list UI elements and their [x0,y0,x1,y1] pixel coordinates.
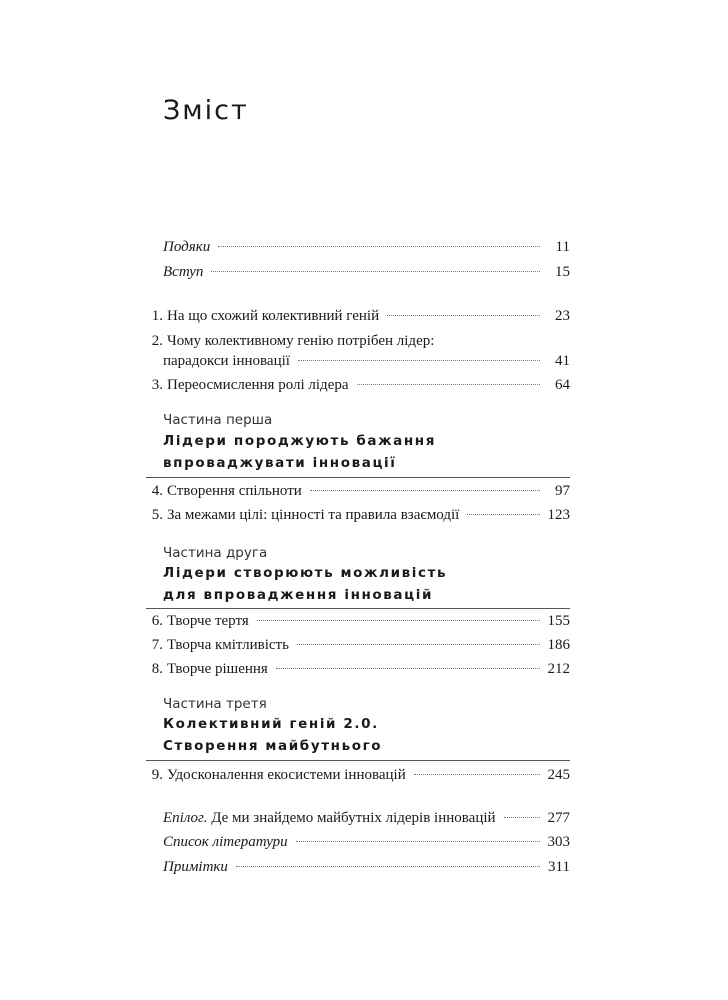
toc-entry-chapter-4[interactable] [146,481,570,501]
dot-leader [357,384,540,385]
chapter-number: 2. [151,333,163,349]
epilogue-label-italic: Епілог. [163,810,208,826]
part-label: Частина перша [163,412,273,428]
toc-entry-label: Переосмислення ролі лідера [167,377,349,393]
dot-leader [504,817,540,818]
toc-entry-label: Подяки [163,239,211,255]
chapter-number: 9. [151,767,163,783]
toc-entry-page: 15 [555,264,570,280]
toc-entry-label [163,808,496,828]
chapter-number: 8. [151,661,163,677]
dot-leader [467,514,540,515]
toc-entry-label: Список літератури [163,834,288,850]
chapter-number: 5. [151,507,163,523]
toc-entry-page: 245 [547,767,570,783]
toc-entry-bibliography[interactable] [146,832,570,852]
toc-entry-page: 11 [555,239,570,255]
part-divider [146,608,570,609]
dot-leader [257,620,540,621]
toc-entry-page: 303 [547,834,570,850]
part-title-line1: Лідери породжують бажання [163,433,436,449]
chapter-number: 3. [151,377,163,393]
part-title-line1: Колективний геній 2.0. [163,716,379,732]
toc-entry-page: 123 [547,507,570,523]
toc-entry-chapter-6[interactable] [146,611,570,631]
toc-entry-acknowledgements[interactable] [146,237,570,257]
toc-entry-label: Вступ [163,264,204,280]
toc-entry-epilogue[interactable] [146,808,570,828]
toc-entry-page: 23 [555,308,570,324]
dot-leader [414,774,540,775]
toc-entry-label: Створення спільноти [167,483,302,499]
dot-leader [296,841,540,842]
toc-entry-chapter-3[interactable] [146,375,570,395]
toc-entry-page: 41 [555,353,570,369]
part-title-line2: для впровадження інновацій [163,587,434,603]
toc-entry-page: 212 [547,661,570,677]
toc-entry-label: Творче тертя [167,613,249,629]
toc-entry-label: За межами цілі: цінності та правила взаємодії [167,507,460,523]
toc-entry-notes[interactable] [146,857,570,877]
part-label: Частина друга [163,545,268,561]
toc-entry-introduction[interactable] [146,262,570,282]
chapter-number: 4. [151,483,163,499]
dot-leader [297,644,540,645]
toc-entry-chapter-1[interactable] [146,306,570,326]
part-divider [146,477,570,478]
toc-entry-page: 155 [547,613,570,629]
dot-leader [218,246,540,247]
toc-entry-page: 97 [555,483,570,499]
chapter-number: 6. [151,613,163,629]
part-label: Частина третя [163,696,267,712]
toc-entry-chapter-2-line1[interactable] [146,331,570,351]
chapter-number: 1. [151,308,163,324]
toc-entry-label: Удосконалення екосистеми інновацій [167,767,406,783]
toc-entry-page: 186 [547,637,570,653]
toc-entry-label: Творче рішення [167,661,268,677]
toc-title: Зміст [163,95,249,126]
dot-leader [236,866,540,867]
part-title-line2: Створення майбутнього [163,738,383,754]
chapter-number: 7. [151,637,163,653]
toc-entry-label: Творча кмітливість [167,637,289,653]
dot-leader [298,360,540,361]
dot-leader [387,315,540,316]
toc-entry-chapter-2-line2[interactable] [146,351,570,371]
dot-leader [276,668,540,669]
dot-leader [310,490,540,491]
toc-entry-label: Чому колективному генію потрібен лідер: [167,333,435,349]
toc-entry-page: 64 [555,377,570,393]
toc-entry-label: На що схожий колективний геній [167,308,380,324]
toc-entry-page: 311 [548,859,570,875]
part-divider [146,760,570,761]
toc-entry-label: Примітки [163,859,228,875]
toc-entry-chapter-8[interactable] [146,659,570,679]
toc-entry-label-continued: парадокси інновації [163,353,290,369]
dot-leader [211,271,540,272]
toc-entry-page: 277 [547,810,570,826]
toc-entry-chapter-7[interactable] [146,635,570,655]
toc-entry-chapter-5[interactable] [146,505,570,525]
toc-entry-chapter-9[interactable] [146,765,570,785]
epilogue-label-text: Де ми знайдемо майбутніх лідерів інновацій [207,810,496,826]
part-title-line2: впроваджувати інновації [163,455,397,471]
part-title-line1: Лідери створюють можливість [163,565,448,581]
